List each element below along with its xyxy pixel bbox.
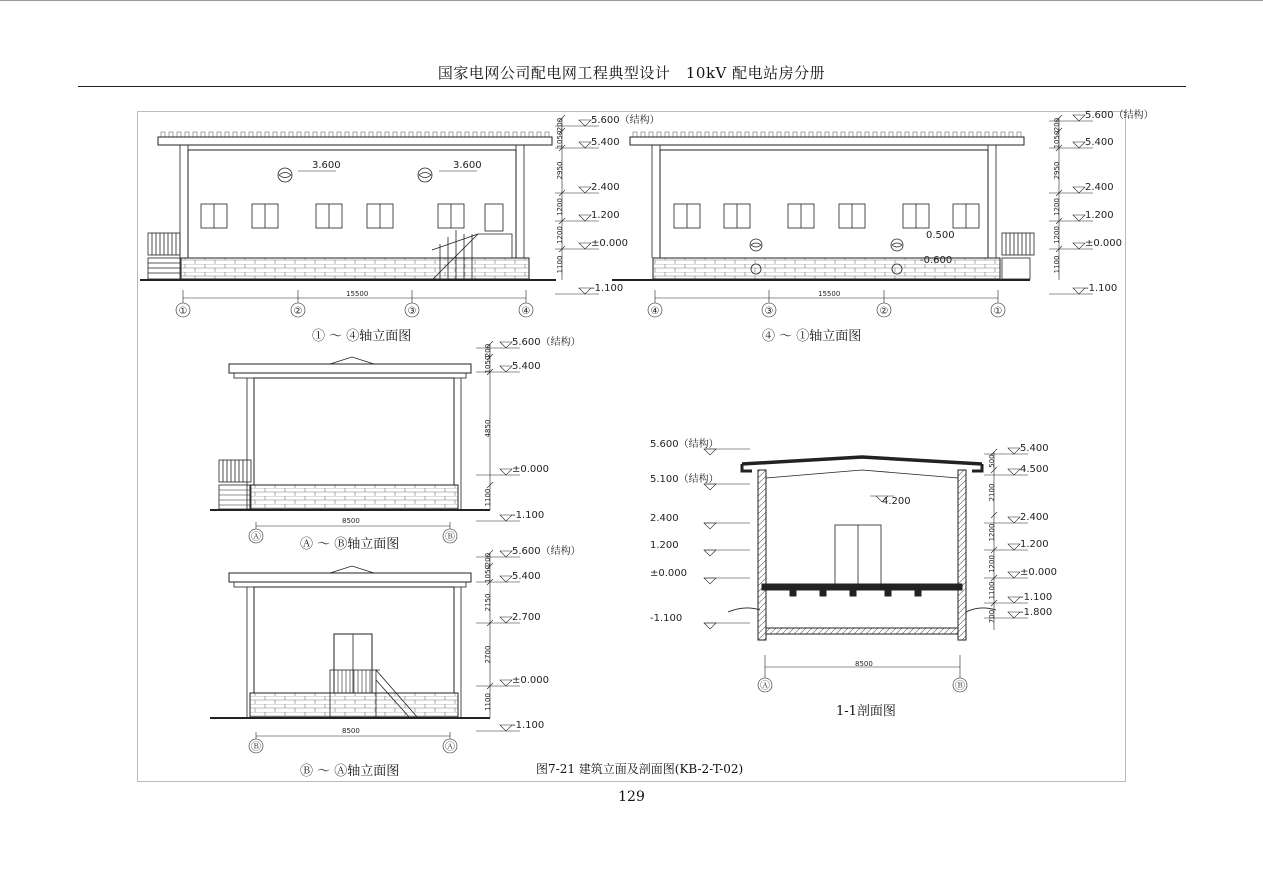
elev2-wall bbox=[660, 150, 988, 258]
elevation-4-1 bbox=[612, 131, 1034, 298]
elev3-dim-3: 1100 bbox=[484, 488, 492, 507]
elev1-level-triangle bbox=[579, 243, 591, 249]
elev1-dim-1: 1050 bbox=[556, 130, 564, 149]
elev2-level-triangle bbox=[1073, 288, 1085, 294]
elev2-length: 15500 bbox=[818, 290, 841, 298]
elev2-axis-0: ④ bbox=[650, 306, 660, 317]
section-axis-0: Ⓐ bbox=[760, 681, 770, 692]
section-dim-5: 700 bbox=[988, 609, 996, 624]
elev3-cornice bbox=[229, 364, 471, 373]
elev2-level-triangle bbox=[1073, 115, 1085, 121]
elev2-dim-3: 1200 bbox=[1053, 198, 1061, 216]
elev4-axis-0: Ⓑ bbox=[251, 742, 261, 753]
elev1-windows bbox=[201, 204, 503, 231]
elev3-level-triangle bbox=[500, 469, 512, 475]
elev2-label-neg0600: -0.600 bbox=[920, 255, 953, 266]
section-title: 1-1剖面图 bbox=[836, 704, 896, 719]
elev2-level-0: 5.600（结构） bbox=[1085, 110, 1154, 121]
elev3-level-3: -1.100 bbox=[512, 510, 545, 521]
section-dim-1: 2100 bbox=[988, 483, 996, 502]
elev4-axis-1: Ⓐ bbox=[445, 742, 455, 753]
section-left-level-4: ±0.000 bbox=[650, 568, 688, 579]
elev1-level-triangle bbox=[579, 142, 591, 148]
elev4-title: Ⓑ ～ Ⓐ轴立面图 bbox=[300, 764, 400, 779]
elev1-label-3600-b: 3.600 bbox=[453, 160, 482, 171]
elev2-level-3: 1.200 bbox=[1085, 210, 1114, 221]
elev3-title: Ⓐ ～ Ⓑ轴立面图 bbox=[300, 537, 400, 552]
elev1-dim-4: 1200 bbox=[556, 226, 564, 244]
elev1-cornice bbox=[158, 137, 552, 145]
elev4-dim-4: 1100 bbox=[484, 693, 492, 711]
elev4-level-triangle bbox=[500, 617, 512, 623]
elev1-level-1: 5.400 bbox=[591, 137, 620, 148]
elev3-axis-0: Ⓐ bbox=[251, 532, 261, 543]
elev2-windows bbox=[674, 204, 979, 228]
elev2-dim-1: 1050 bbox=[1053, 130, 1061, 149]
section-left-level-triangle bbox=[704, 550, 716, 556]
elev2-dim-4: 1200 bbox=[1053, 226, 1061, 244]
elevation-1-4 bbox=[140, 131, 556, 298]
elev2-level-2: 2.400 bbox=[1085, 182, 1114, 193]
section-level-3: 1.200 bbox=[1020, 539, 1049, 550]
elev4-dim-1: 1050 bbox=[484, 565, 492, 583]
section-level-5: -1.100 bbox=[1020, 592, 1053, 603]
elev4-level-2: 2.700 bbox=[512, 612, 541, 623]
section-level-0: 5.400 bbox=[1020, 443, 1049, 454]
elevation-b-a bbox=[210, 566, 490, 736]
section-inner-label: 4.200 bbox=[882, 496, 911, 507]
elev1-level-4: ±0.000 bbox=[591, 238, 629, 249]
section-level-triangle bbox=[1008, 448, 1020, 454]
page-number: 129 bbox=[618, 789, 645, 805]
elev2-level-triangle bbox=[1073, 187, 1085, 193]
elev4-dim-0: 200 bbox=[484, 552, 492, 567]
elev2-level-triangle bbox=[1073, 142, 1085, 148]
section-level-triangle bbox=[1008, 612, 1020, 618]
elev4-level-triangle bbox=[500, 680, 512, 686]
elev1-level-0: 5.600（结构） bbox=[591, 115, 660, 126]
elev4-level-triangle bbox=[500, 551, 512, 557]
elev3-dim-1: 1050 bbox=[484, 355, 492, 374]
elev1-level-triangle bbox=[579, 187, 591, 193]
elev3-level-triangle bbox=[500, 366, 512, 372]
elev3-level-1: 5.400 bbox=[512, 361, 541, 372]
section-left-level-0: 5.600（结构） bbox=[650, 439, 719, 450]
elevation-a-b bbox=[210, 357, 490, 526]
elev1-vent-icons bbox=[278, 168, 432, 182]
elev2-level-5: -1.100 bbox=[1085, 283, 1118, 294]
elev2-label-0500: 0.500 bbox=[926, 230, 955, 241]
page-header-title: 国家电网公司配电网工程典型设计 10kV 配电站房分册 bbox=[437, 64, 826, 82]
elevation-markers bbox=[476, 108, 1154, 731]
elev4-length: 8500 bbox=[342, 727, 360, 735]
section-left-level-triangle bbox=[704, 623, 716, 629]
elev1-level-5: -1.100 bbox=[591, 283, 624, 294]
elev1-level-triangle bbox=[579, 288, 591, 294]
elev2-level-triangle bbox=[1073, 243, 1085, 249]
elev3-level-triangle bbox=[500, 342, 512, 348]
section-length: 8500 bbox=[855, 660, 873, 668]
elev2-title: ④ ～ ①轴立面图 bbox=[762, 329, 862, 344]
elev1-dim-5: 1100 bbox=[556, 255, 564, 274]
elev3-dim-2: 4850 bbox=[484, 419, 492, 438]
elev1-dim-2: 2950 bbox=[556, 161, 564, 180]
elev1-label-3600-a: 3.600 bbox=[312, 160, 341, 171]
elev2-level-triangle bbox=[1073, 215, 1085, 221]
elev1-plinth-brick bbox=[181, 258, 529, 279]
elev2-dim-2: 2950 bbox=[1053, 161, 1061, 180]
elev4-dim-3: 2700 bbox=[484, 645, 492, 664]
figure-caption: 图7-21 建筑立面及剖面图(KB-2-T-02) bbox=[536, 762, 744, 776]
elev4-level-3: ±0.000 bbox=[512, 675, 550, 686]
section-left-level-5: -1.100 bbox=[650, 613, 683, 624]
section-level-triangle bbox=[1008, 544, 1020, 550]
elev2-dim-5: 1100 bbox=[1053, 255, 1061, 274]
section-level-6: -1.800 bbox=[1020, 607, 1053, 618]
elev3-level-0: 5.600（结构） bbox=[512, 337, 581, 348]
section-level-1: 4.500 bbox=[1020, 464, 1049, 475]
elev2-axis-2: ② bbox=[879, 306, 889, 317]
section-level-triangle bbox=[1008, 469, 1020, 475]
section-left-level-3: 1.200 bbox=[650, 540, 679, 551]
section-dim-0: 500 bbox=[988, 454, 996, 468]
section-left-level-triangle bbox=[704, 578, 716, 584]
elev4-level-triangle bbox=[500, 725, 512, 731]
elev2-axis-1: ③ bbox=[764, 306, 774, 317]
elev4-level-1: 5.400 bbox=[512, 571, 541, 582]
section-roof bbox=[742, 457, 982, 464]
elev3-level-triangle bbox=[500, 515, 512, 521]
elev2-level-4: ±0.000 bbox=[1085, 238, 1123, 249]
section-axis-1: Ⓑ bbox=[955, 681, 965, 692]
elev1-axis-2: ③ bbox=[407, 306, 417, 317]
elev1-axis-3: ④ bbox=[521, 306, 531, 317]
section-left-level-2: 2.400 bbox=[650, 513, 679, 524]
elev1-axis-0: ① bbox=[178, 306, 188, 317]
elev3-dim-0: 200 bbox=[484, 343, 492, 358]
section-level-triangle bbox=[1008, 517, 1020, 523]
elev1-level-3: 1.200 bbox=[591, 210, 620, 221]
elev1-title: ① ～ ④轴立面图 bbox=[312, 329, 412, 344]
elev1-dim-0: 200 bbox=[556, 117, 564, 132]
elev4-level-triangle bbox=[500, 576, 512, 582]
elev4-level-0: 5.600（结构） bbox=[512, 546, 581, 557]
axis-bubbles bbox=[176, 290, 1005, 753]
elev1-axis-1: ② bbox=[293, 306, 303, 317]
elev2-level-1: 5.400 bbox=[1085, 137, 1114, 148]
elev1-level-triangle bbox=[579, 215, 591, 221]
elev1-level-triangle bbox=[579, 120, 591, 126]
section-1-1 bbox=[728, 457, 996, 668]
elev3-level-2: ±0.000 bbox=[512, 464, 550, 475]
elev1-length: 15500 bbox=[346, 290, 369, 298]
section-floor-slab bbox=[762, 584, 962, 590]
section-level-2: 2.400 bbox=[1020, 512, 1049, 523]
elev1-level-2: 2.400 bbox=[591, 182, 620, 193]
section-dim-4: 1100 bbox=[988, 581, 996, 600]
section-level-4: ±0.000 bbox=[1020, 567, 1058, 578]
elev3-wall bbox=[254, 378, 454, 485]
section-left-level-triangle bbox=[704, 523, 716, 529]
elev4-dim-2: 2150 bbox=[484, 593, 492, 612]
elev2-cornice bbox=[630, 137, 1024, 145]
elev2-dim-0: 200 bbox=[1053, 117, 1061, 132]
section-level-triangle bbox=[1008, 597, 1020, 603]
elev4-level-4: -1.100 bbox=[512, 720, 545, 731]
elev3-length: 8500 bbox=[342, 517, 360, 525]
section-dim-3: 1200 bbox=[988, 555, 996, 573]
elev2-axis-3: ① bbox=[993, 306, 1003, 317]
elev3-axis-1: Ⓑ bbox=[445, 532, 455, 543]
section-left-level-1: 5.100（结构） bbox=[650, 474, 719, 485]
section-level-triangle bbox=[1008, 572, 1020, 578]
section-dim-2: 1200 bbox=[988, 523, 996, 542]
elev1-dim-3: 1200 bbox=[556, 198, 564, 216]
